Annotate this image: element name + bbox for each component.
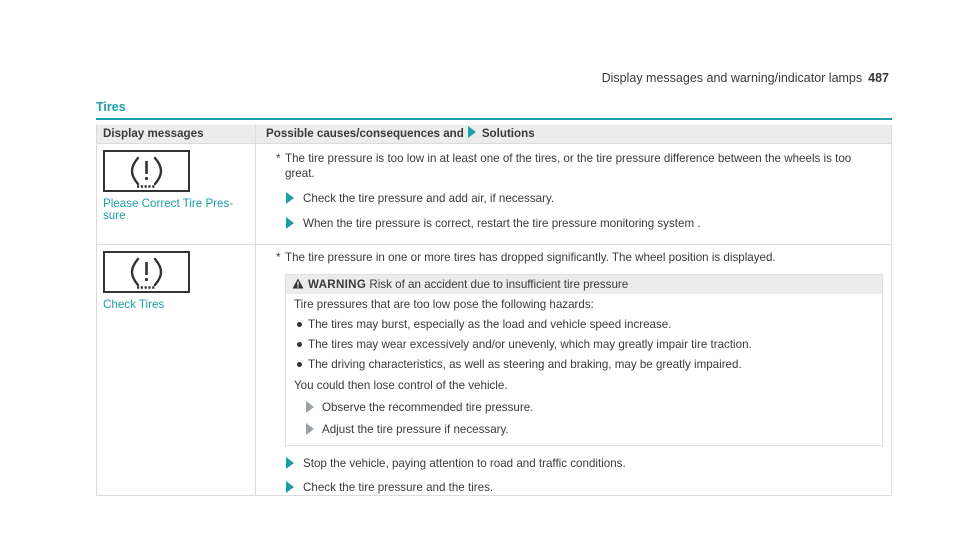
display-messages-table xyxy=(96,125,892,496)
warning-outro: You could then lose control of the vehicle. xyxy=(294,378,508,392)
table-row xyxy=(97,143,892,244)
play-arrow-icon xyxy=(286,192,294,204)
cause-text: * The tire pressure is too low in at least one of the tires, or the tire pressure difference between the wheels is too great. xyxy=(276,151,852,180)
column-header-causes-solutions: Possible causes/consequences and Solutions xyxy=(256,125,892,143)
solution-step: Check the tire pressure and add air, if necessary. xyxy=(256,191,891,206)
play-arrow-icon xyxy=(468,126,476,138)
section-title: Tires xyxy=(96,100,126,114)
list-item: The tires may wear excessively and/or unevenly, which may greatly impair tire traction. xyxy=(294,337,882,352)
bullet-dot-icon xyxy=(297,322,302,327)
list-item: The driving characteristics, as well as steering and braking, may be greatly impaired. xyxy=(294,357,882,372)
display-message-label: Please Correct Tire Pres- sure xyxy=(103,196,234,222)
play-arrow-icon xyxy=(286,217,294,229)
header-title: Display messages and warning/indicator lamps xyxy=(601,71,863,85)
warning-triangle-icon xyxy=(292,278,304,289)
display-message-label: Check Tires xyxy=(103,297,165,311)
message-cell xyxy=(97,244,256,495)
play-arrow-icon xyxy=(306,401,314,413)
list-item: The tires may burst, especially as the load and vehicle speed increase. xyxy=(294,317,882,332)
play-arrow-icon xyxy=(306,423,314,435)
bullet-dot-icon xyxy=(297,362,302,367)
tire-pressure-warning-icon xyxy=(103,150,190,192)
warning-body xyxy=(286,294,882,445)
solution-step: Check the tire pressure and the tires. xyxy=(256,480,891,495)
warning-step: Adjust the tire pressure if necessary. xyxy=(294,422,882,437)
section-divider xyxy=(96,118,892,120)
solution-step: Stop the vehicle, paying attention to road and traffic conditions. xyxy=(256,456,891,471)
solution-cell xyxy=(256,244,892,495)
play-arrow-icon xyxy=(286,481,294,493)
page-number: 487 xyxy=(868,71,889,85)
solution-cell xyxy=(256,143,892,244)
tire-pressure-warning-icon xyxy=(103,251,190,293)
warning-step: Observe the recommended tire pressure. xyxy=(294,400,882,415)
cause-text: * The tire pressure in one or more tires has dropped significantly. The wheel position is displayed. xyxy=(276,250,776,264)
warning-title-text: Risk of an accident due to insufficient tire pressure xyxy=(369,277,629,291)
column-header-display-messages: Display messages xyxy=(97,125,256,143)
running-header xyxy=(602,71,889,85)
warning-title: WARNING xyxy=(308,277,367,291)
warning-intro: Tire pressures that are too low pose the following hazards: xyxy=(294,297,594,311)
bullet-dot-icon xyxy=(297,342,302,347)
play-arrow-icon xyxy=(286,457,294,469)
table-header-row xyxy=(97,125,892,143)
solution-step: When the tire pressure is correct, restart the tire pressure monitoring system . xyxy=(256,216,891,231)
table-row xyxy=(97,244,892,495)
warning-box xyxy=(285,274,883,446)
message-cell xyxy=(97,143,256,244)
warning-header xyxy=(286,275,882,294)
